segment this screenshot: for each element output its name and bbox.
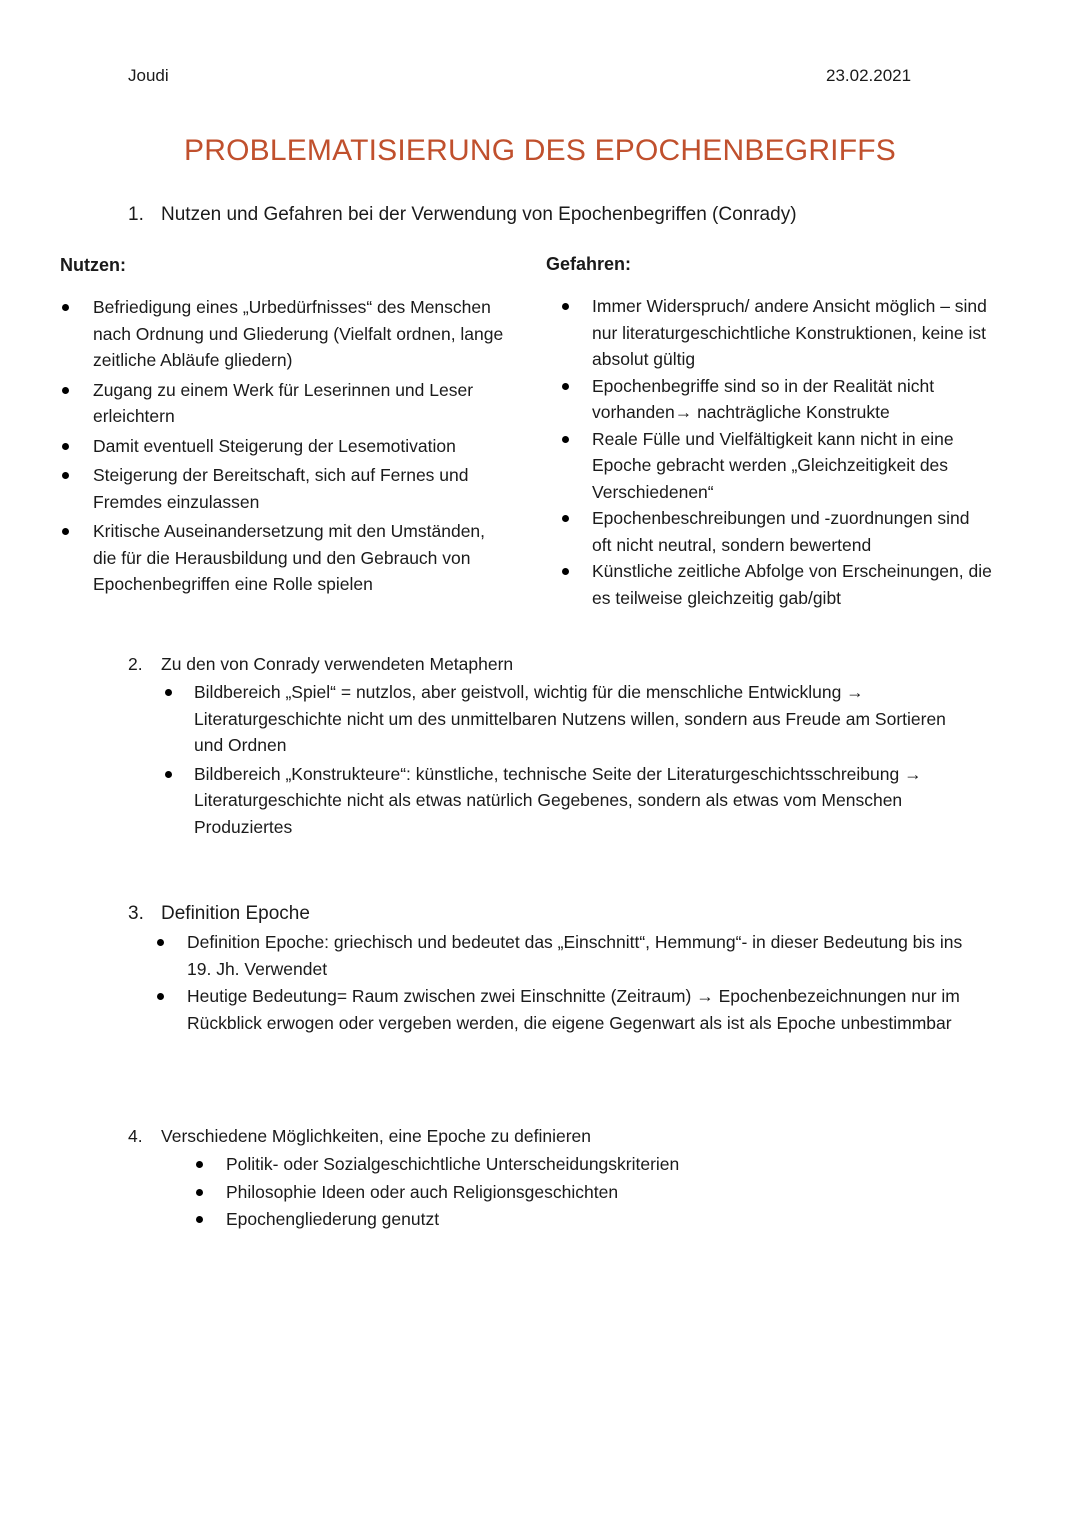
bullet-icon [562, 568, 569, 575]
list-item: Immer Widerspruch/ andere Ansicht möglich – sind nur literaturgeschichtliche Konstruktionen, keine ist absolut gültig [592, 293, 992, 373]
section-1-number: 1. [128, 204, 144, 225]
moeglichkeiten-list [226, 1151, 926, 1234]
bullet-icon [562, 383, 569, 390]
list-item: Befriedigung eines „Urbedürfnisses“ des Menschen nach Ordnung und Gliederung (Vielfalt ordnen, lange zeitliche Abläufe gliedern) [93, 294, 513, 374]
bullet-icon [62, 528, 69, 535]
bullet-icon [62, 387, 69, 394]
section-2-heading-text: Zu den von Conrady verwendeten Metaphern [161, 654, 514, 674]
bullet-icon [562, 515, 569, 522]
section-1-heading [128, 204, 797, 226]
list-item: Epochengliederung genutzt [226, 1206, 926, 1233]
bullet-icon [196, 1161, 203, 1168]
bullet-icon [157, 993, 164, 1000]
bullet-icon [157, 939, 164, 946]
nutzen-title: Nutzen: [60, 255, 126, 275]
list-item: Philosophie Ideen oder auch Religionsgeschichten [226, 1179, 926, 1206]
list-item: Bildbereich „Konstrukteure“: künstliche, technische Seite der Literaturgeschichtsschreibung → Literaturgeschichte nicht als etwas natürlich Gegebenes, sondern als etwas vom Menschen Produziertes [194, 761, 964, 841]
list-item: Politik- oder Sozialgeschichtliche Unterscheidungskriterien [226, 1151, 926, 1178]
section-4-number: 4. [128, 1126, 143, 1146]
list-item: Zugang zu einem Werk für Leserinnen und Leser erleichtern [93, 377, 513, 430]
gefahren-title: Gefahren: [546, 254, 632, 274]
document-date: 23.02.2021 [826, 66, 912, 85]
section-1-heading-text: Nutzen und Gefahren bei der Verwendung von Epochenbegriffen (Conrady) [161, 204, 797, 225]
bullet-icon [165, 689, 172, 696]
bullet-icon [62, 304, 69, 311]
section-2-heading [128, 654, 513, 675]
gefahren-list [592, 293, 992, 611]
section-3-heading [128, 903, 310, 925]
section-4-heading-text: Verschiedene Möglichkeiten, eine Epoche zu definieren [161, 1126, 592, 1146]
bullet-icon [562, 303, 569, 310]
list-item: Künstliche zeitliche Abfolge von Erscheinungen, die es teilweise gleichzeitig gab/gibt [592, 558, 992, 611]
author-name: Joudi [128, 66, 169, 85]
bullet-icon [196, 1189, 203, 1196]
list-item: Epochenbegriffe sind so in der Realität nicht vorhanden→ nachträgliche Konstrukte [592, 373, 992, 426]
metaphern-list [194, 679, 964, 842]
list-item: Damit eventuell Steigerung der Lesemotivation [93, 433, 513, 460]
bullet-icon [62, 472, 69, 479]
bullet-icon [62, 443, 69, 450]
list-item: Kritische Auseinandersetzung mit den Umständen, die für die Herausbildung und den Gebrauch von Epochenbegriffen eine Rolle spielen [93, 518, 513, 598]
list-item: Epochenbeschreibungen und -zuordnungen sind oft nicht neutral, sondern bewertend [592, 505, 992, 558]
list-item: Bildbereich „Spiel“ = nutzlos, aber geistvoll, wichtig für die menschliche Entwicklung → Literaturgeschichte nicht um des unmittelbaren Nutzens willen, sondern aus Freude am Sortieren und Ordnen [194, 679, 964, 759]
list-item: Reale Fülle und Vielfältigkeit kann nicht in eine Epoche gebracht werden „Gleichzeitigkeit des Verschiedenen“ [592, 426, 992, 506]
nutzen-list [93, 294, 513, 601]
list-item: Steigerung der Bereitschaft, sich auf Fernes und Fremdes einzulassen [93, 462, 513, 515]
bullet-icon [196, 1216, 203, 1223]
list-item: Definition Epoche: griechisch und bedeutet das „Einschnitt“, Hemmung“- in dieser Bedeutung bis ins 19. Jh. Verwendet [187, 929, 977, 982]
section-3-heading-text: Definition Epoche [161, 903, 310, 924]
section-3-number: 3. [128, 903, 144, 924]
bullet-icon [165, 771, 172, 778]
definition-list [187, 929, 977, 1037]
page-title: PROBLEMATISIERUNG DES EPOCHENBEGRIFFS [184, 134, 896, 167]
section-4-heading [128, 1126, 591, 1147]
list-item: Heutige Bedeutung= Raum zwischen zwei Einschnitte (Zeitraum) → Epochenbezeichnungen nur im Rückblick erwogen oder vergeben werden, die eigene Gegenwart als ist als Epoche unbestimmbar [187, 983, 977, 1036]
section-2-number: 2. [128, 654, 143, 674]
bullet-icon [562, 436, 569, 443]
